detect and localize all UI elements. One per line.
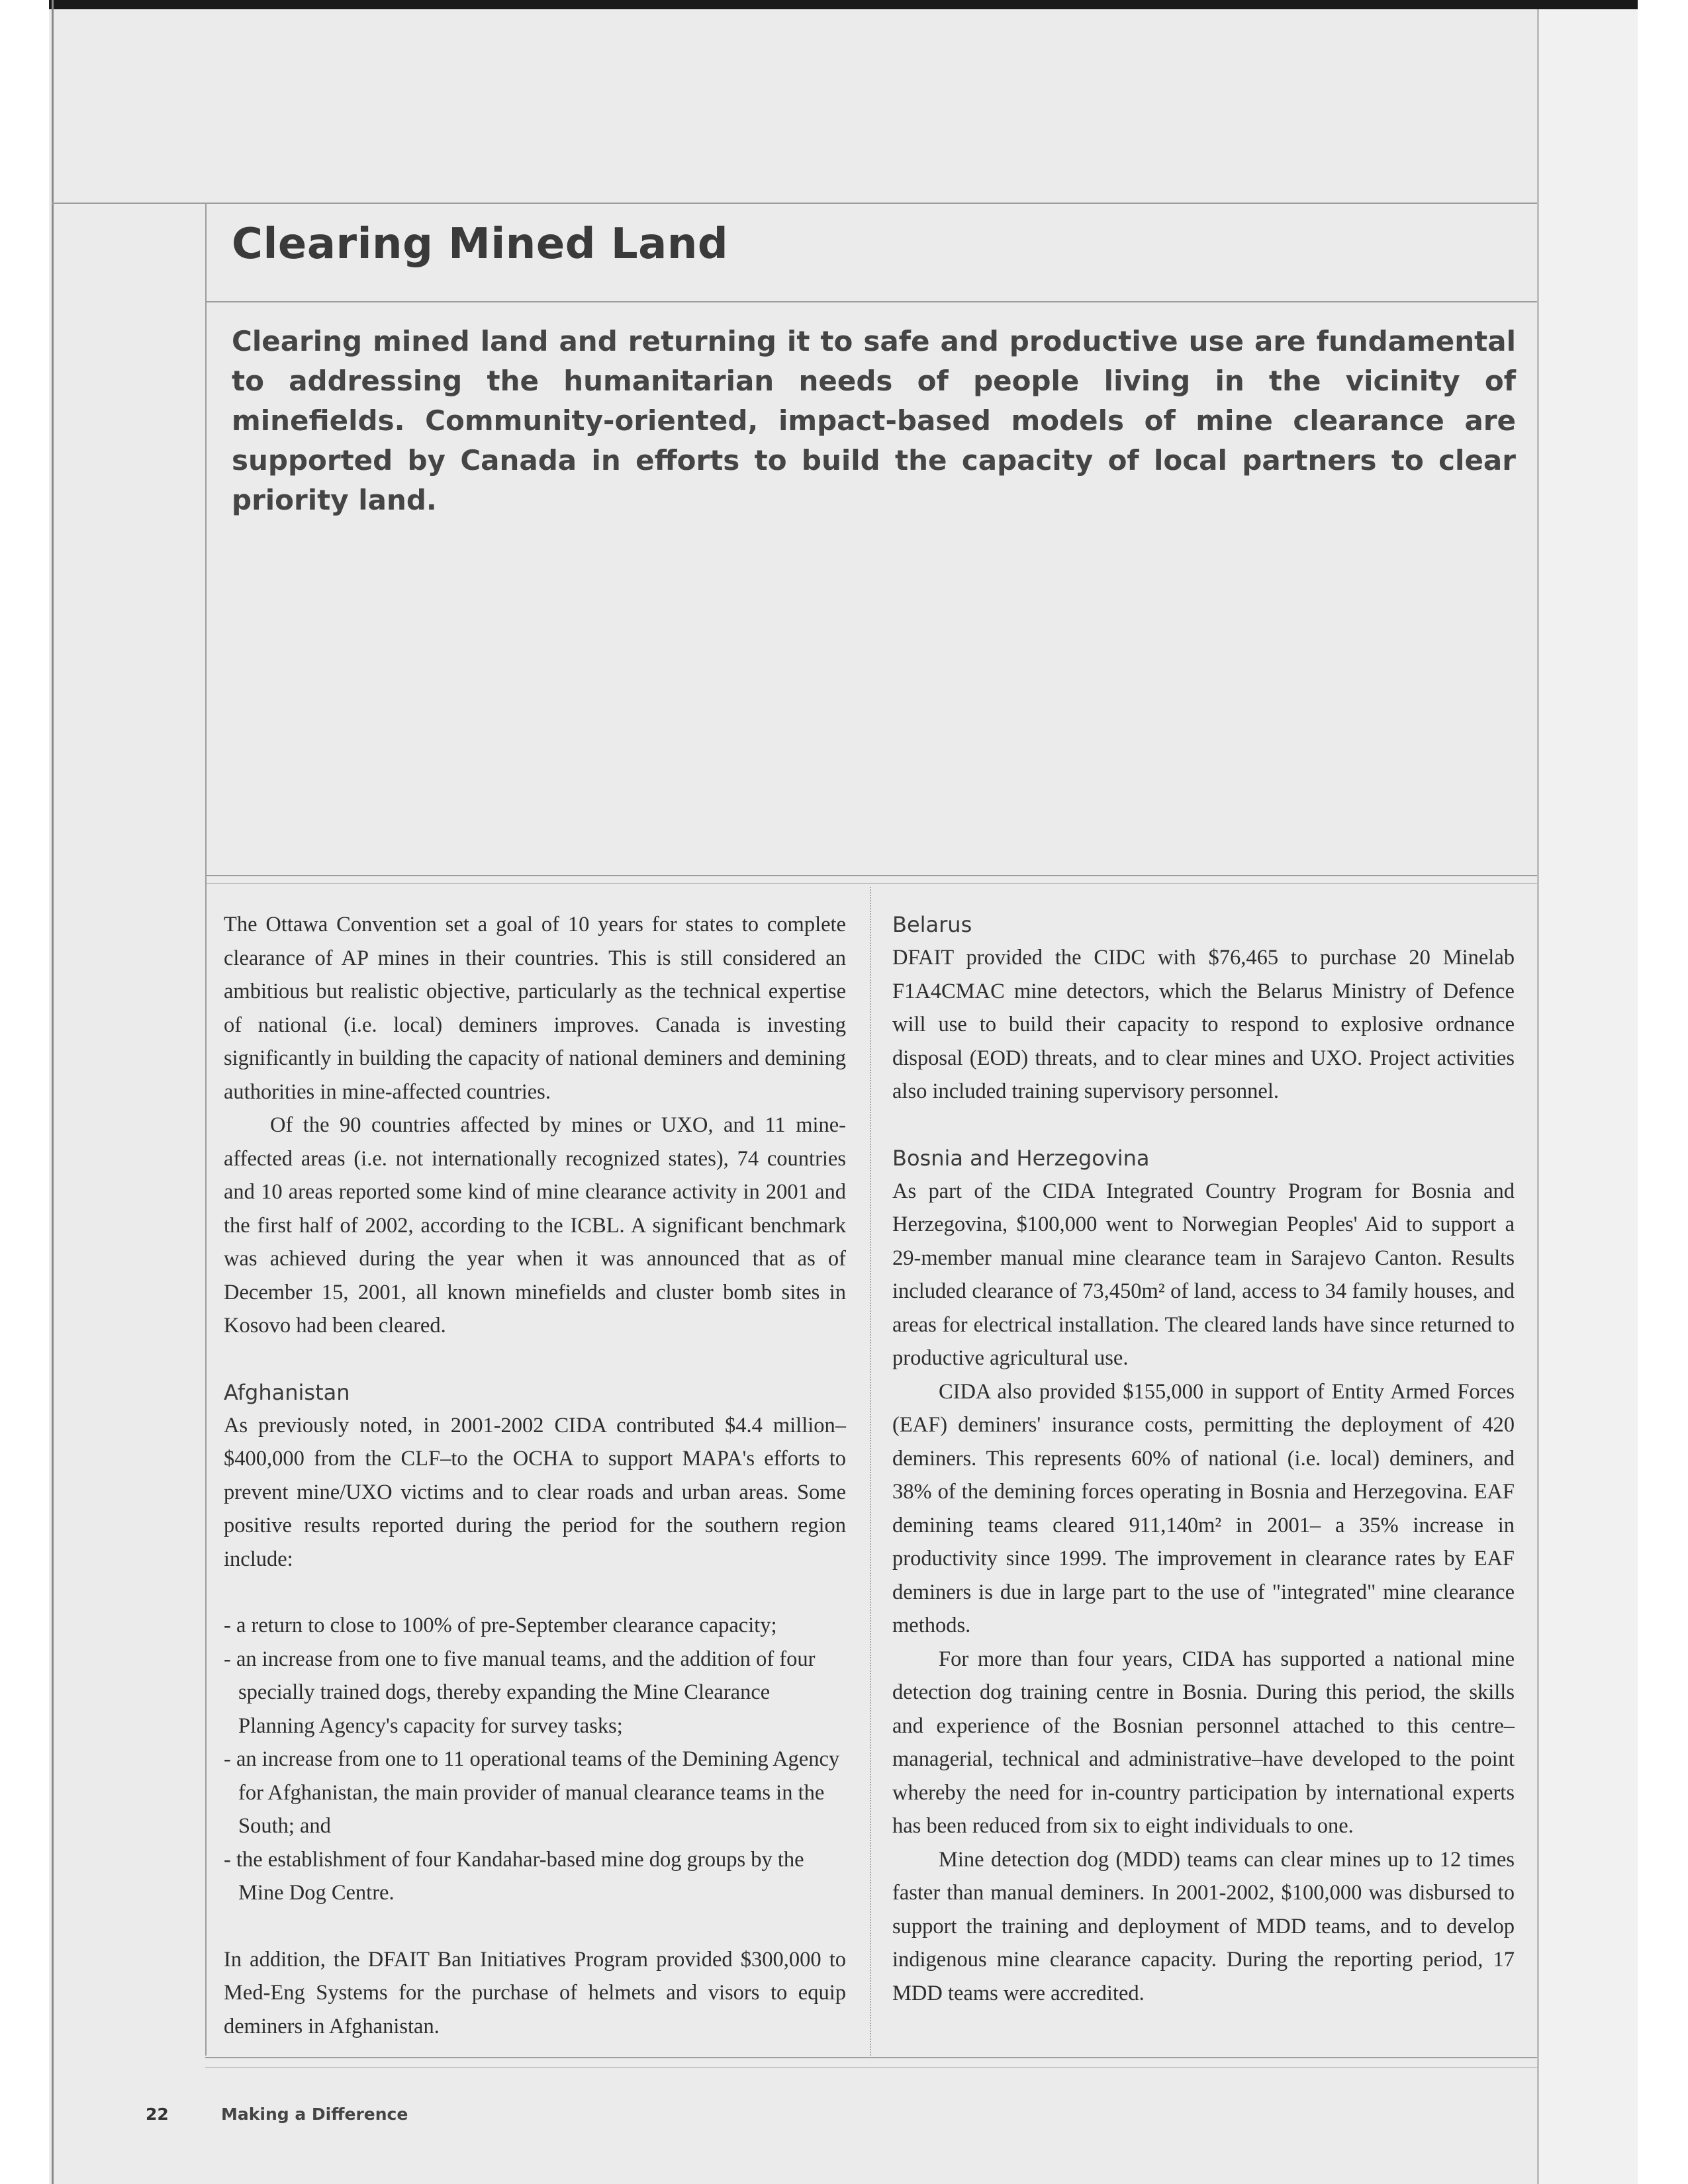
rule-top: [52, 203, 1537, 204]
intro-paragraph-1: The Ottawa Convention set a goal of 10 years for states to complete clearance of AP mines in their countries. This is still considered an ambitious but realistic objective, particularly as the technical expertise of national (i.e. local) deminers improves. Canada is investing significantly in building the capacity of national deminers and demining authorities in mine-affected countries.: [224, 913, 846, 1104]
afghanistan-paragraph-1: As previously noted, in 2001-2002 CIDA contributed $4.4 million–$400,000 from the CLF–to the OCHA to support MAPA's efforts to prevent mine/UXO victims and to clear roads and urban areas. Some positive results reported during the period for the southern region include:: [224, 1413, 846, 1571]
footer-label: Making a Difference: [221, 2105, 408, 2124]
section-heading-belarus: Belarus: [892, 912, 972, 937]
list-item: - an increase from one to 11 operational teams of the Demining Agency for Afghanistan, the main provider of manual clearance teams in the South; and: [224, 1747, 840, 1838]
list-item: - a return to close to 100% of pre-September clearance capacity;: [224, 1614, 777, 1637]
list-item: - the establishment of four Kandahar-based mine dog groups by the Mine Dog Centre.: [224, 1847, 804, 1905]
list-item: - an increase from one to five manual teams, and the addition of four specially trained dogs, thereby expanding the Mine Clearance Planning Agency's capacity for survey tasks;: [224, 1647, 816, 1738]
section-heading-afghanistan: Afghanistan: [224, 1379, 350, 1405]
left-column: [224, 908, 846, 2043]
rule-under-title: [205, 301, 1537, 302]
afghanistan-results-list: [224, 1609, 846, 1910]
rule-above-body-thin: [205, 883, 1537, 884]
page-number: 22: [146, 2105, 169, 2124]
top-edge-bar: [49, 0, 1638, 9]
right-column: [892, 908, 1515, 2010]
page-title: Clearing Mined Land: [232, 220, 729, 269]
rule-above-body: [205, 875, 1537, 876]
bosnia-paragraph-4: Mine detection dog (MDD) teams can clear mines up to 12 times faster than manual deminers. In 2001-2002, $100,000 was disbursed to support the training and deployment of MDD teams, and to develop indigenous mine clearance capacity. During the reporting period, 17 MDD teams were accredited.: [892, 1847, 1515, 2005]
rule-left-column: [205, 203, 207, 2056]
afghanistan-paragraph-2: In addition, the DFAIT Ban Initiatives Program provided $300,000 to Med-Eng Systems for the purchase of helmets and visors to equip deminers in Afghanistan.: [224, 1947, 846, 2038]
bosnia-paragraph-2: CIDA also provided $155,000 in support of Entity Armed Forces (EAF) deminers' insurance costs, permitting the deployment of 420 deminers. This represents 60% of national (i.e. local) deminers, and 38% of the demining forces operating in Bosnia and Herzegovina. EAF demining teams cleared 911,140m² in 2001– a 35% increase in productivity since 1999. The improvement in clearance rates by EAF deminers is due in large part to the use of "integrated" mine clearance methods.: [892, 1379, 1515, 1637]
bosnia-paragraph-1: As part of the CIDA Integrated Country Program for Bosnia and Herzegovina, $100,000 went to Norwegian Peoples' Aid to support a 29-member manual mine clearance team in Sarajevo Canton. Results included clearance of 73,450m² of land, access to 34 family houses, and areas for electrical installation. The cleared lands have since returned to productive agricultural use.: [892, 1179, 1515, 1370]
right-margin: [1539, 9, 1638, 2184]
left-page-edge: [52, 0, 54, 2184]
right-page-edge: [1537, 9, 1539, 2184]
lede-paragraph: Clearing mined land and returning it to safe and productive use are fundamental to addressing the humanitarian needs of people living in the vicinity of minefields. Community-oriented, impact-based models of mine clearance are supported by Canada in efforts to build the capacity of local partners to clear priority land.: [232, 325, 1516, 516]
rule-above-footer: [205, 2057, 1537, 2058]
column-divider: [870, 887, 871, 2058]
belarus-paragraph: DFAIT provided the CIDC with $76,465 to purchase 20 Minelab F1A4CMAC mine detectors, which the Belarus Ministry of Defence will use to build their capacity to respond to explosive ordnance disposal (EOD) threats, and to clear mines and UXO. Project activities also included training supervisory personnel.: [892, 946, 1515, 1103]
bosnia-paragraph-3: For more than four years, CIDA has supported a national mine detection dog training centre in Bosnia. During this period, the skills and experience of the Bosnian personnel attached to this centre–managerial, technical and administrative–have developed to the point whereby the need for in-country participation by international experts has been reduced from six to eight individuals to one.: [892, 1647, 1515, 1838]
intro-paragraph-2: Of the 90 countries affected by mines or UXO, and 11 mine-affected areas (i.e. not internationally recognized states), 74 countries and 10 areas reported some kind of mine clearance activity in 2001 and the first half of 2002, according to the ICBL. A significant benchmark was achieved during the year when it was announced that as of December 15, 2001, all known minefields and cluster bomb sites in Kosovo had been cleared.: [224, 1113, 846, 1338]
section-heading-bosnia: Bosnia and Herzegovina: [892, 1145, 1150, 1171]
